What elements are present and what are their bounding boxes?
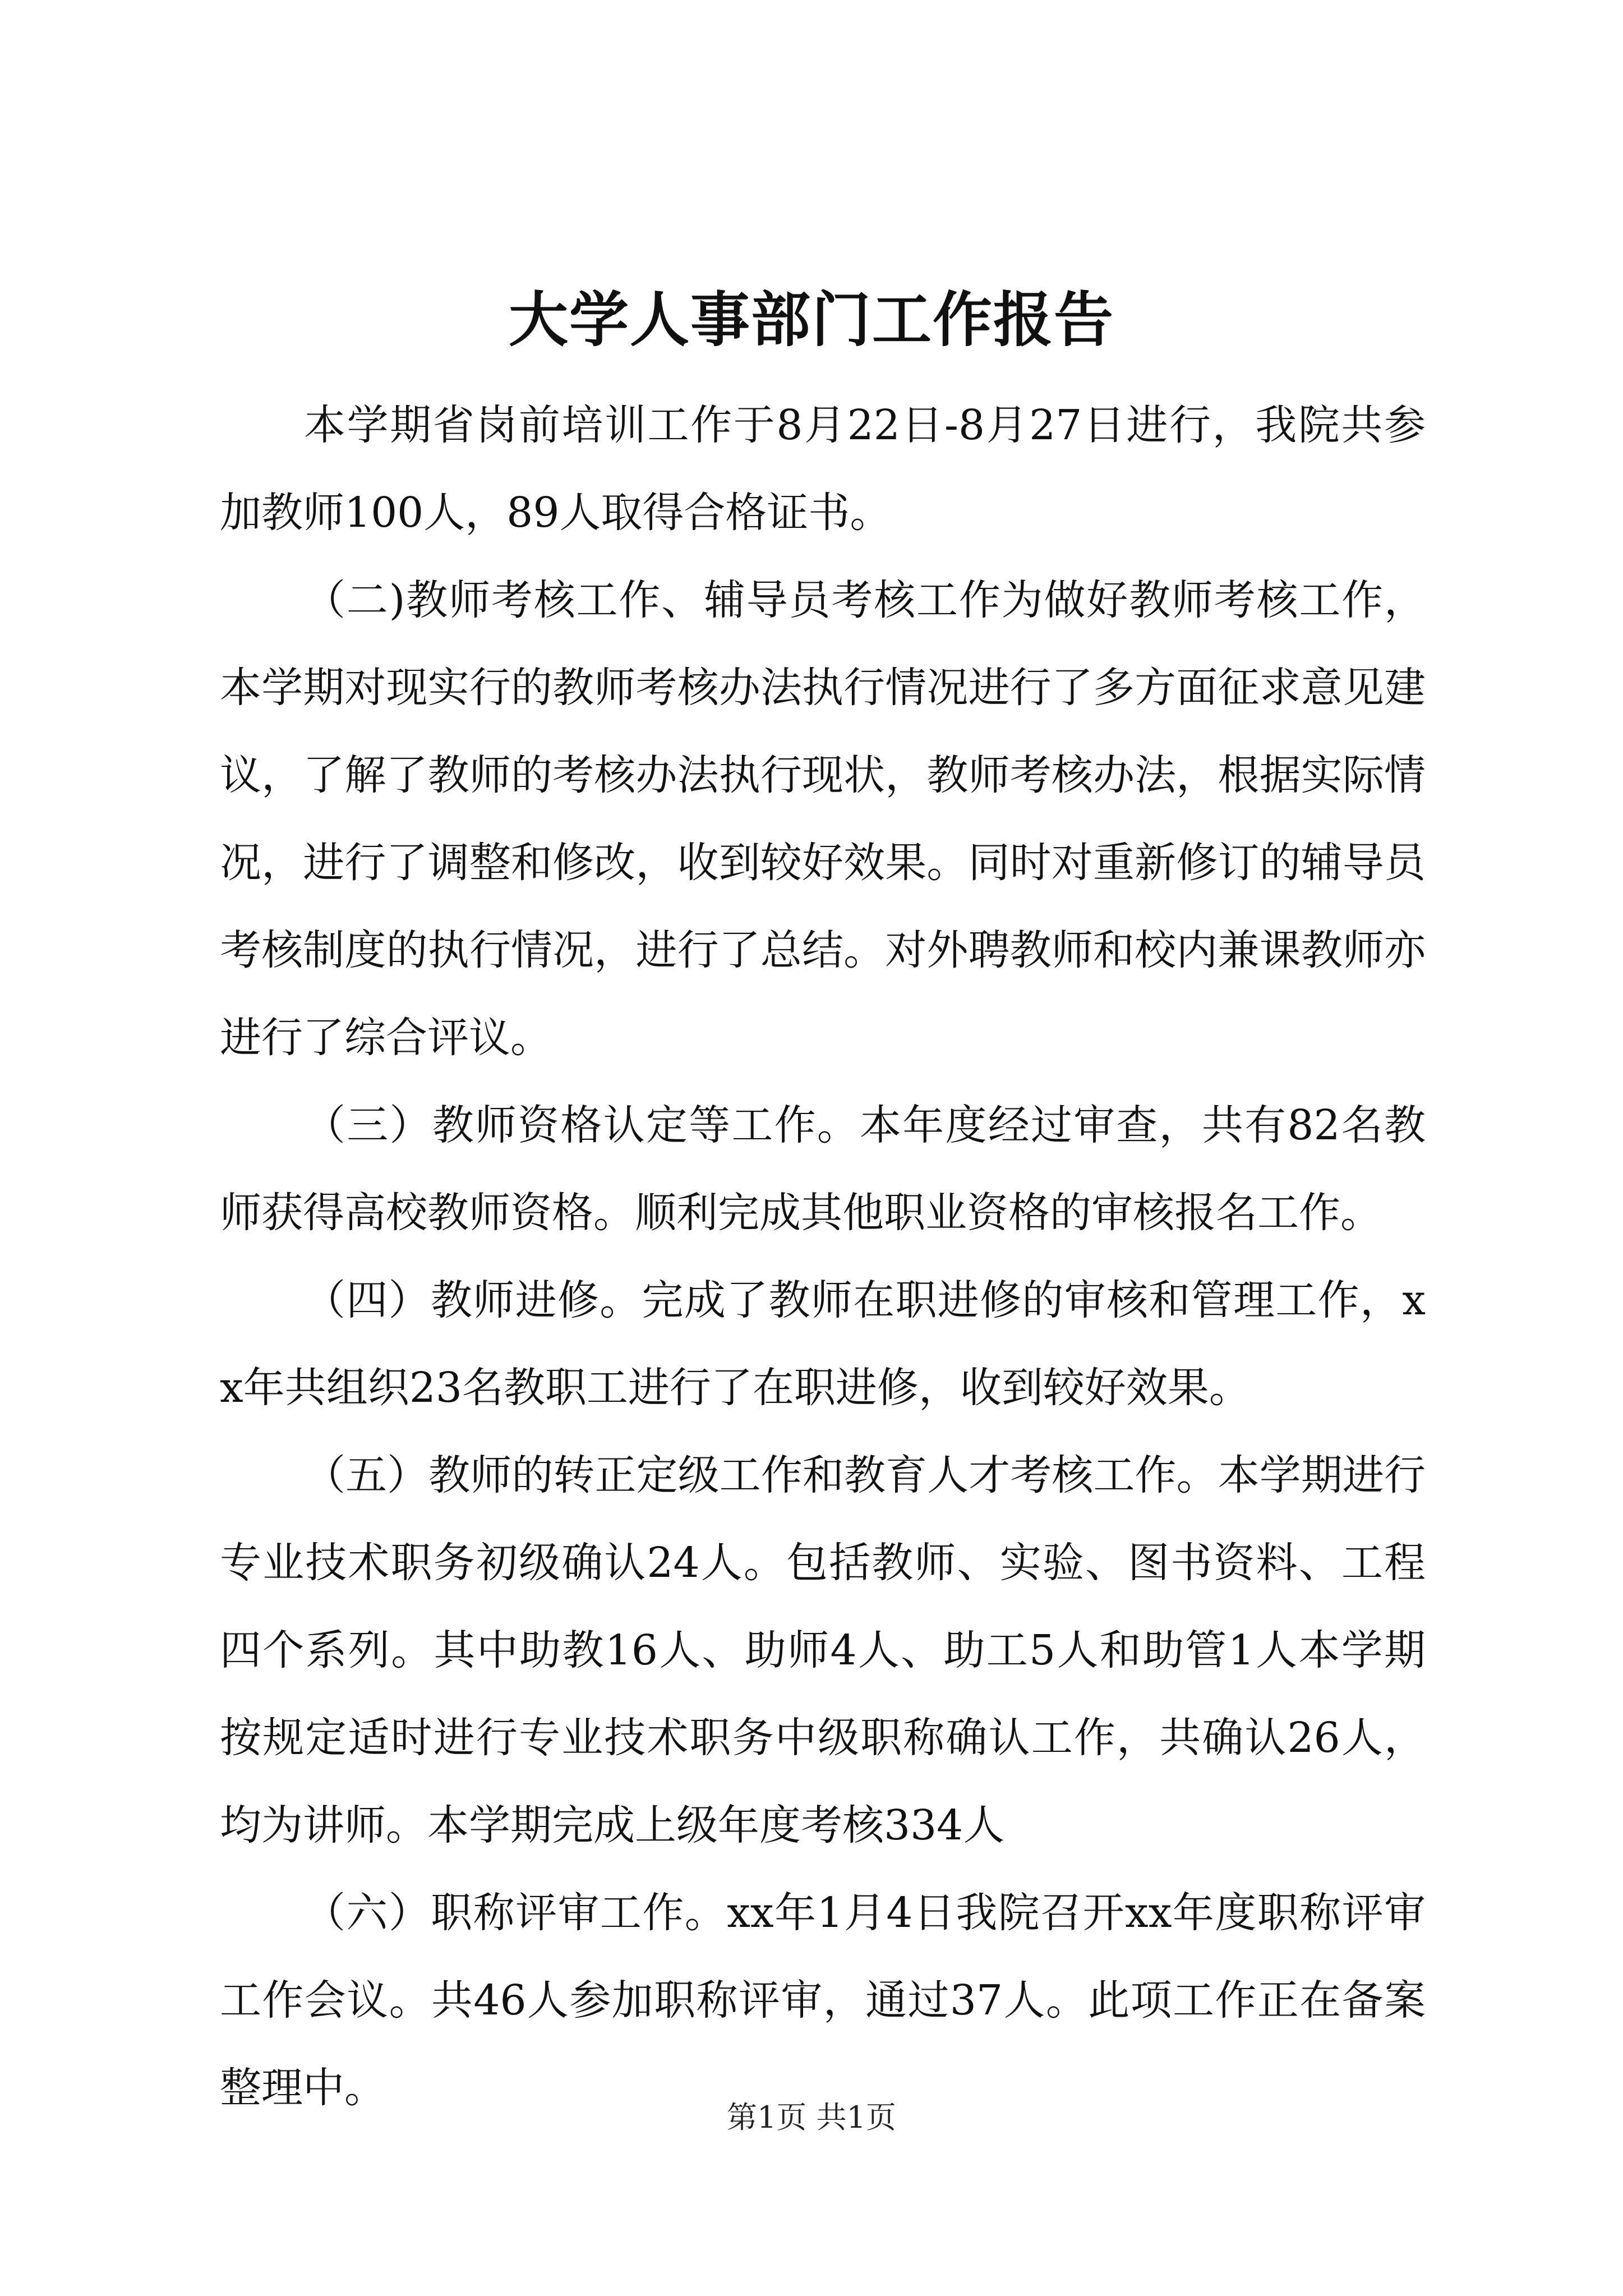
- paragraph-3: （三）教师资格认定等工作。本年度经过审查，共有82名教师获得高校教师资格。顺利完成其他职业资格的审核报名工作。: [220, 1101, 1426, 1237]
- paragraph-2: （二)教师考核工作、辅导员考核工作为做好教师考核工作，本学期对现实行的教师考核办法执行情况进行了多方面征求意见建议，了解了教师的考核办法执行现状，教师考核办法，根据实际情况，进行了调整和修改，收到较好效果。同时对重新修订的辅导员考核制度的执行情况，进行了总结。对外聘教师和校内兼课教师亦进行了综合评议。: [220, 576, 1426, 1062]
- paragraph-5: （五）教师的转正定级工作和教育人才考核工作。本学期进行专业技术职务初级确认24人。包括教师、实验、图书资料、工程四个系列。其中助教16人、助师4人、助工5人和助管1人本学期按规定适时进行专业技术职务中级职称确认工作，共确认26人，均为讲师。本学期完成上级年度考核334人: [220, 1451, 1426, 1849]
- paragraph-1: 本学期省岗前培训工作于8月22日-8月27日进行，我院共参加教师100人，89人取得合格证书。: [220, 401, 1426, 537]
- document-body: [220, 381, 1426, 2132]
- paragraph-4: （四）教师进修。完成了教师在职进修的审核和管理工作，xx年共组织23名教职工进行了在职进修，收到较好效果。: [220, 1276, 1426, 1412]
- page-number-footer: 第1页 共1页: [727, 2100, 896, 2135]
- document-title: 大学人事部门工作报告: [509, 284, 1114, 355]
- paragraph-6: （六）职称评审工作。xx年1月4日我院召开xx年度职称评审工作会议。共46人参加职称评审，通过37人。此项工作正在备案整理中。: [220, 1889, 1426, 2112]
